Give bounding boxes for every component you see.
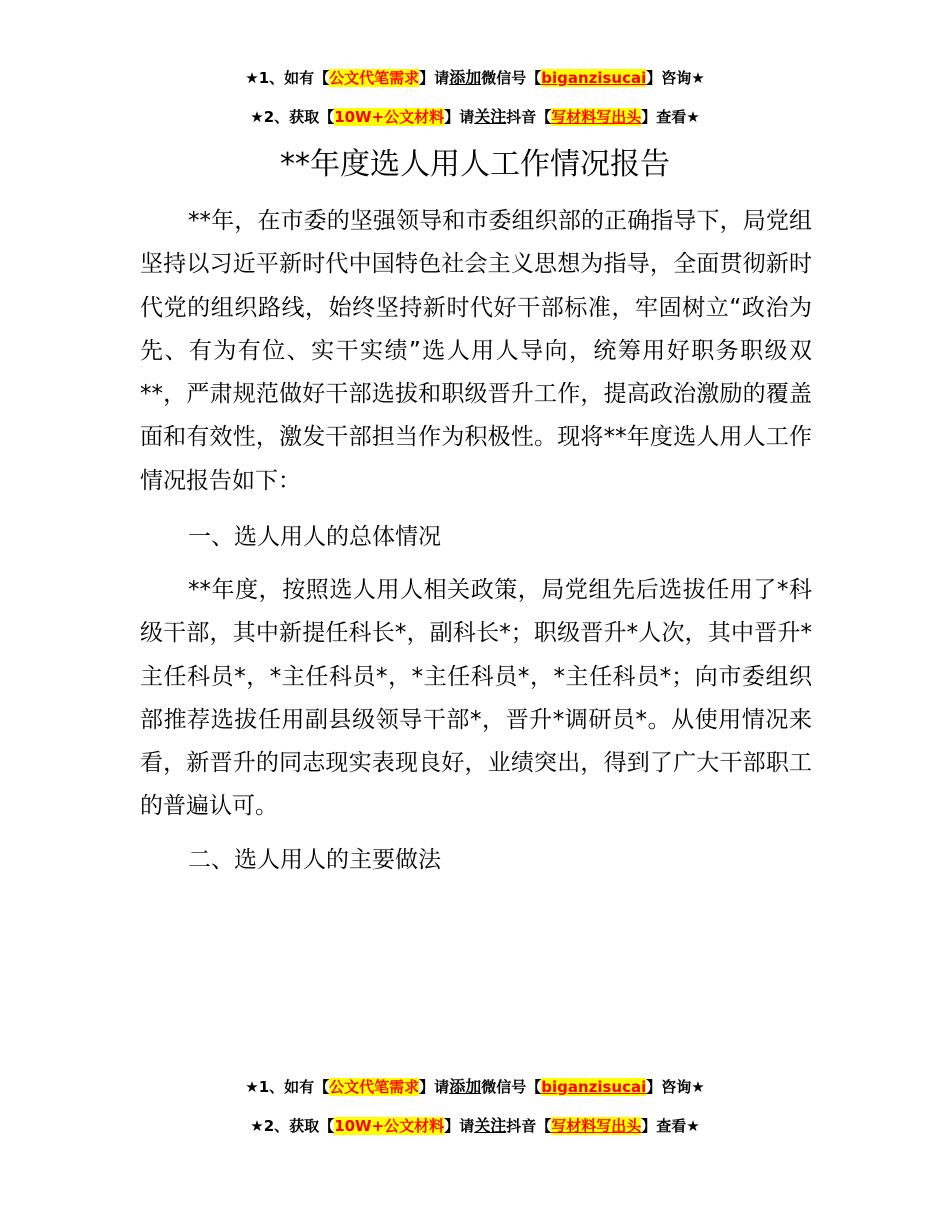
douyin-highlight: 写材料写出头: [551, 108, 642, 126]
banner-text: 】查看★: [641, 108, 700, 126]
section-2-heading: 二、选人用人的主要做法: [188, 847, 441, 873]
promo-banner-footer-line-1: [0, 1077, 950, 1097]
banner-text: ★1、如有【: [245, 1078, 330, 1096]
promo-banner-line-1: [0, 68, 950, 88]
banner-text: 抖音【: [506, 108, 552, 126]
add-emphasis: 添加: [449, 68, 482, 87]
document-title: **年度选人用人工作情况报告: [280, 147, 670, 182]
banner-text: 】咨询★: [646, 69, 705, 87]
material-highlight: 10W+公文材料: [334, 108, 445, 126]
add-emphasis: 添加: [449, 1077, 482, 1096]
banner-text: 】请: [419, 69, 450, 87]
material-highlight: 10W+公文材料: [334, 1117, 445, 1135]
banner-text: 微信号【: [481, 1078, 542, 1096]
wechat-id-highlight: biganzisucai: [541, 1078, 647, 1096]
banner-text: ★2、获取【: [250, 1117, 335, 1135]
banner-text: 】查看★: [641, 1117, 700, 1135]
section-1-paragraph: **年度，按照选人用人相关政策，局党组先后选拔任用了*科级干部，其中新提任科长*，副科长*；职级晋升*人次，其中晋升*主任科员*，*主任科员*，*主任科员*，*主任科员*；向市委组织部推荐选拔任用副县级领导干部*，晋升*调研员*。从使用情况来看，新晋升的同志现实表现良好，业绩突出，得到了广大干部职工的普遍认可。: [140, 577, 812, 820]
follow-emphasis: 关注: [474, 1116, 507, 1135]
douyin-highlight: 写材料写出头: [551, 1117, 642, 1135]
banner-text: ★2、获取【: [250, 108, 335, 126]
banner-text: ★1、如有【: [245, 69, 330, 87]
promo-banner-footer-line-2: [0, 1116, 950, 1136]
promo-banner-line-2: [0, 107, 950, 127]
service-highlight: 公文代笔需求: [329, 1078, 420, 1096]
banner-text: 微信号【: [481, 69, 542, 87]
banner-text: 抖音【: [506, 1117, 552, 1135]
wechat-id-highlight: biganzisucai: [541, 69, 647, 87]
section-1-heading: 一、选人用人的总体情况: [188, 524, 441, 550]
service-highlight: 公文代笔需求: [329, 69, 420, 87]
intro-paragraph: **年，在市委的坚强领导和市委组织部的正确指导下，局党组坚持以习近平新时代中国特色社会主义思想为指导，全面贯彻新时代党的组织路线，始终坚持新时代好干部标准，牢固树立“政治为先、有为有位、实干实绩”选人用人导向，统筹用好职务职级双**，严肃规范做好干部选拔和职级晋升工作，提高政治激励的覆盖面和有效性，激发干部担当作为积极性。现将**年度选人用人工作情况报告如下：: [140, 208, 812, 494]
banner-text: 】请: [419, 1078, 450, 1096]
follow-emphasis: 关注: [474, 107, 507, 126]
banner-text: 】请: [444, 1117, 475, 1135]
banner-text: 】咨询★: [646, 1078, 705, 1096]
banner-text: 】请: [444, 108, 475, 126]
